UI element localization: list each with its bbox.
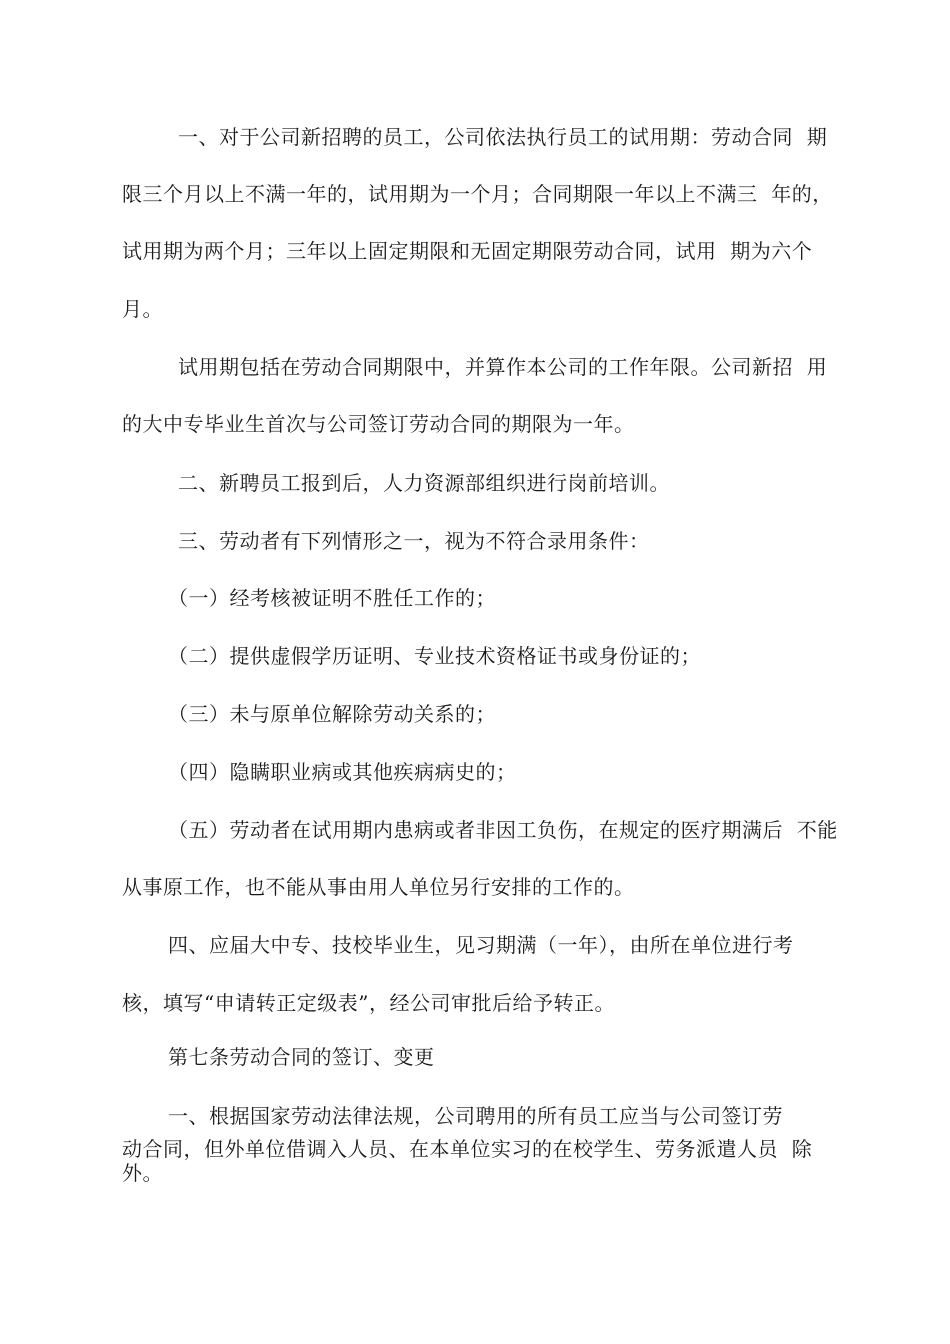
paragraph-5-line-2: 核，填写“申请转正定级表”，经公司审批后给予转正。: [122, 991, 615, 1015]
paragraph-6-line-1: 一、根据国家劳动法律法规，公司聘用的所有员工应当与公司签订劳: [168, 1104, 783, 1128]
paragraph-1-line-1: 一、对于公司新招聘的员工，公司依法执行员工的试用期：劳动合同 期: [178, 125, 828, 149]
paragraph-1-line-4: 月。: [122, 297, 163, 321]
list-item-5-line-1: （五）劳动者在试用期内患病或者非因工负伤，在规定的医疗期满后 不能: [168, 818, 838, 842]
list-item-2: （二）提供虚假学历证明、专业技术资格证书或身份证的；: [168, 644, 701, 668]
section-heading: 第七条劳动合同的签订、变更: [168, 1045, 435, 1069]
list-item-1: （一）经考核被证明不胜任工作的；: [168, 586, 496, 610]
list-item-4: （四）隐瞒职业病或其他疾病病史的；: [168, 760, 517, 784]
paragraph-5-line-1: 四、应届大中专、技校毕业生，见习期满（一年），由所在单位进行考: [168, 933, 794, 957]
paragraph-3: 二、新聘员工报到后，人力资源部组织进行岗前培训。: [178, 471, 670, 495]
paragraph-2-line-1: 试用期包括在劳动合同期限中，并算作本公司的工作年限。公司新招 用: [178, 355, 828, 379]
list-item-5-line-2: 从事原工作，也不能从事由用人单位另行安排的工作的。: [122, 875, 635, 899]
paragraph-1-line-2: 限三个月以上不满一年的，试用期为一个月；合同期限一年以上不满三 年的，: [122, 182, 833, 206]
paragraph-4: 三、劳动者有下列情形之一，视为不符合录用条件：: [178, 529, 650, 553]
paragraph-6-line-3: 外。: [122, 1161, 163, 1185]
paragraph-2-line-2: 的大中专毕业生首次与公司签订劳动合同的期限为一年。: [122, 412, 635, 436]
paragraph-1-line-3: 试用期为两个月；三年以上固定期限和无固定期限劳动合同，试用 期为六个: [122, 239, 813, 263]
paragraph-6-line-2: 动合同，但外单位借调入人员、在本单位实习的在校学生、劳务派遣人员 除: [122, 1137, 813, 1161]
list-item-3: （三）未与原单位解除劳动关系的；: [168, 702, 496, 726]
